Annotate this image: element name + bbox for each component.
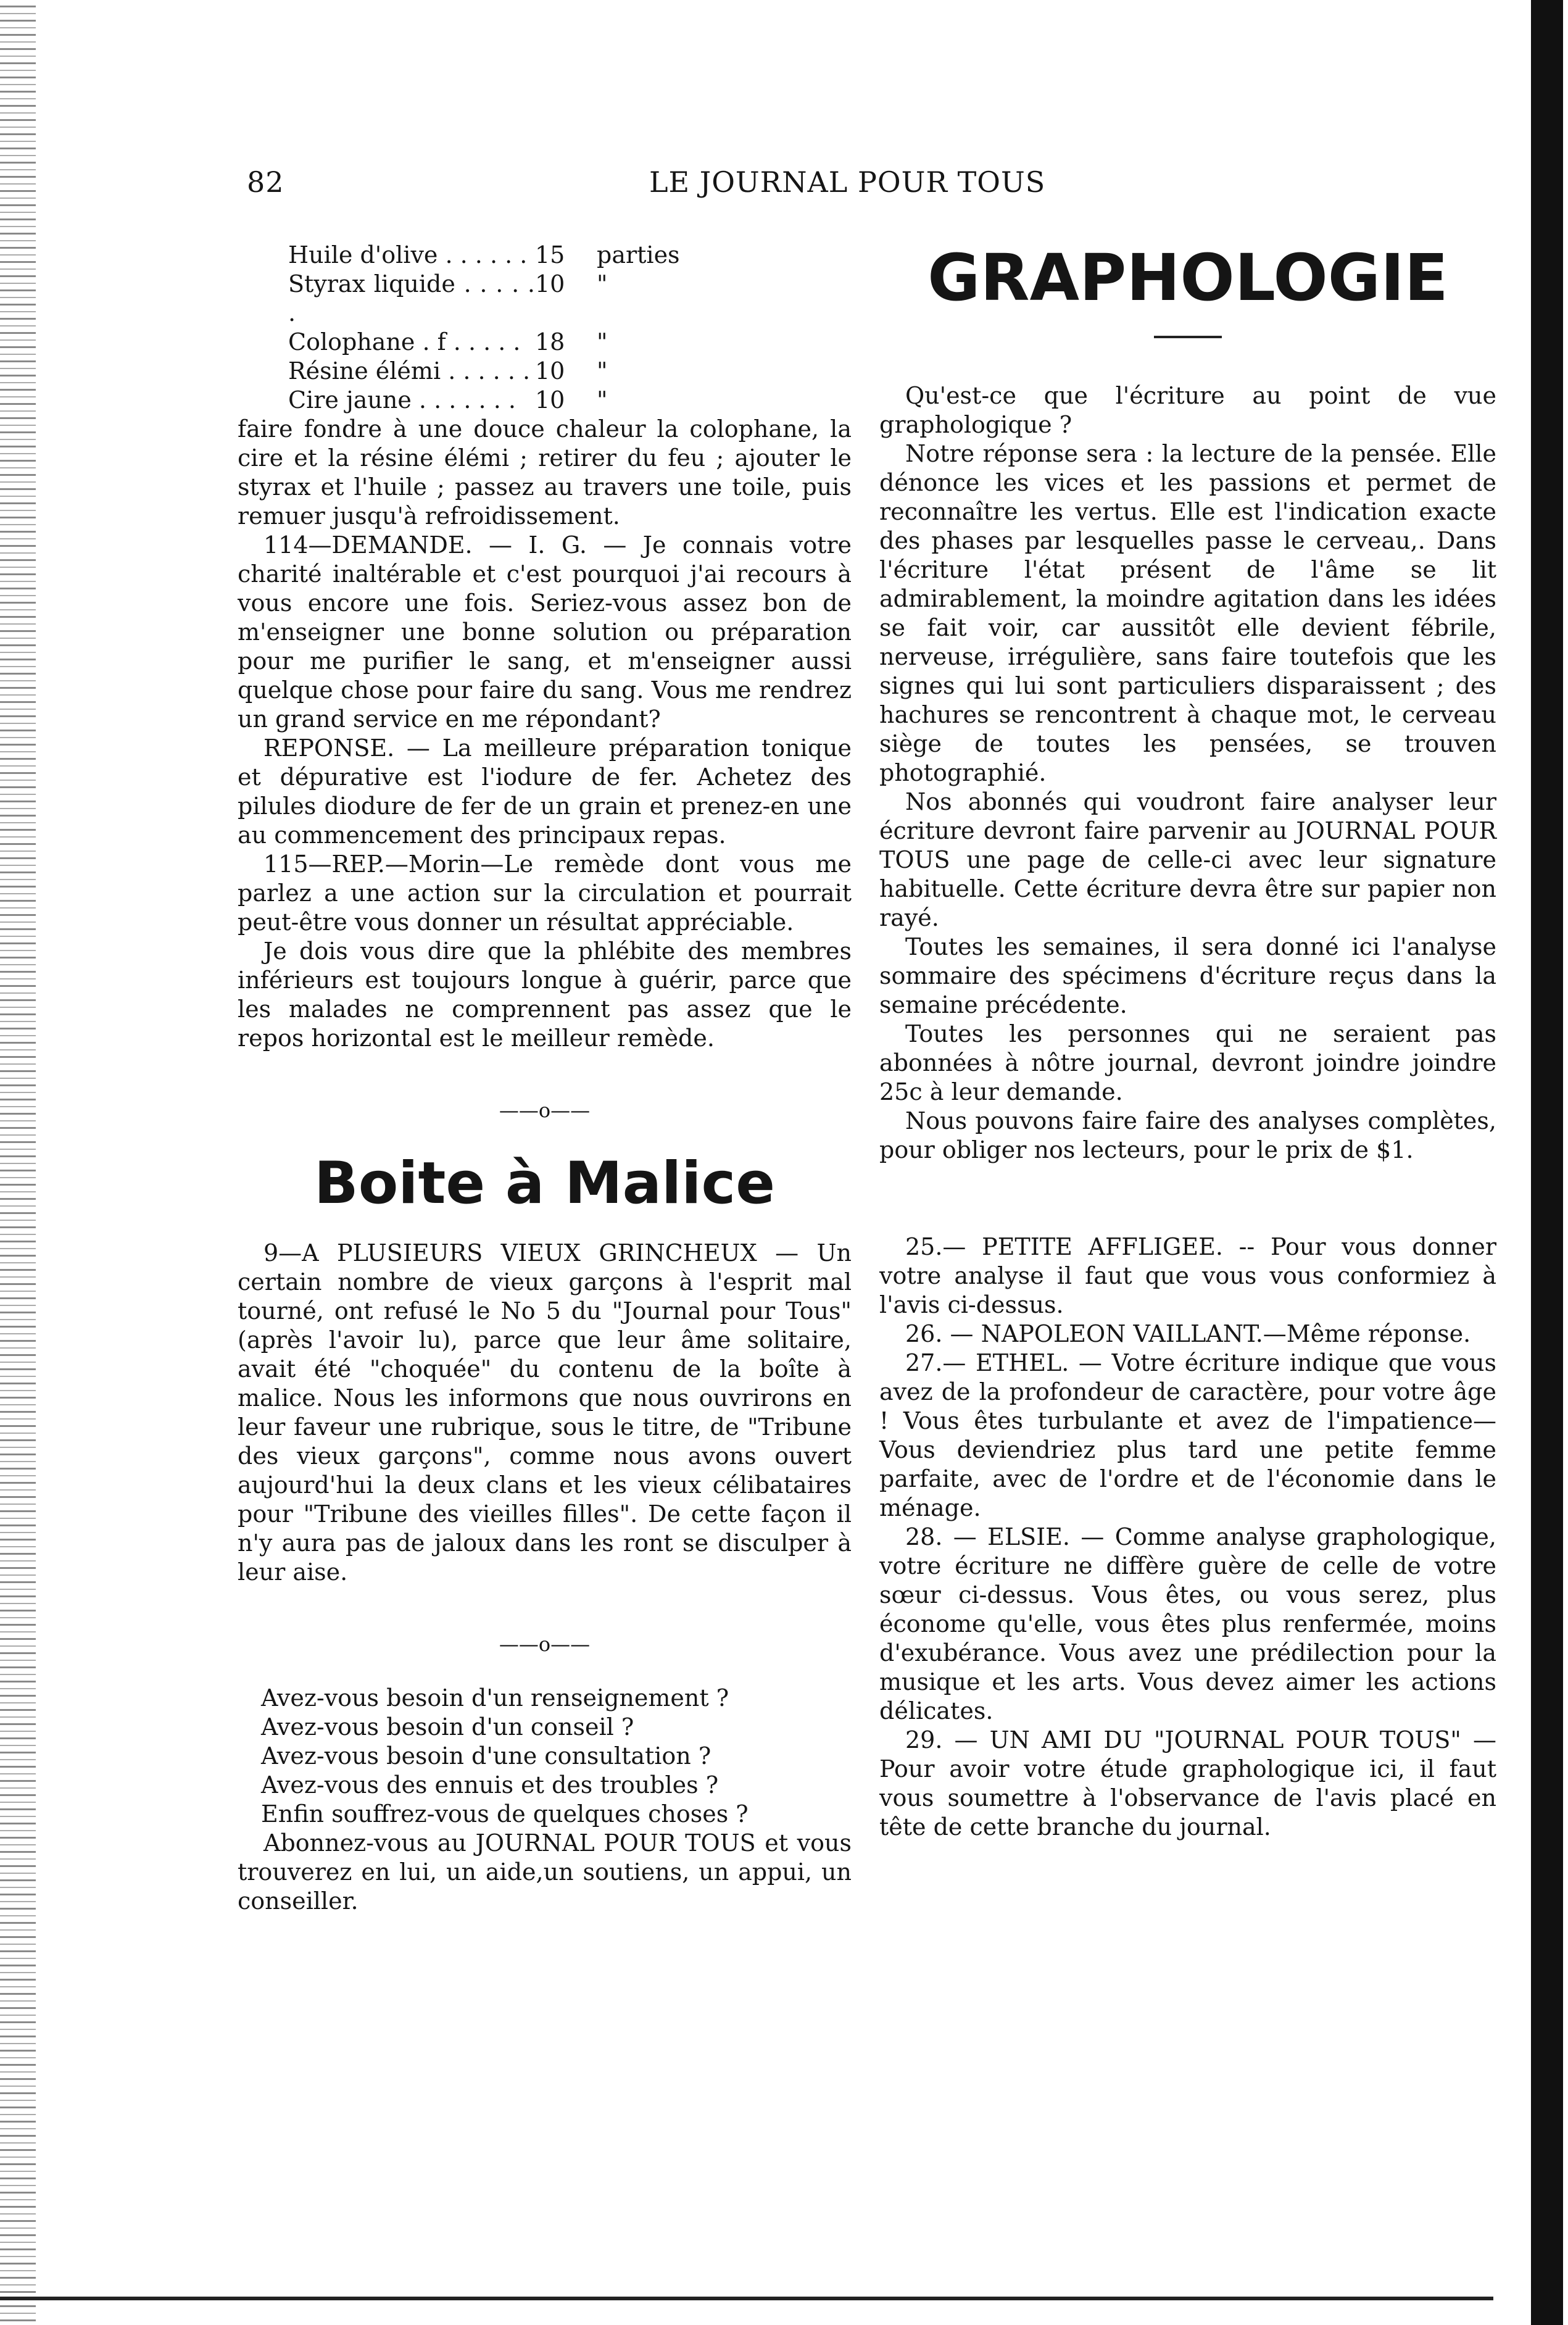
ingredient-qty: 10 (535, 386, 565, 414)
running-head (247, 165, 1123, 209)
ingredient-name: Huile d'olive . . . . . . (288, 241, 528, 268)
ingredient-qty: 18 (535, 328, 565, 356)
ingredient-name: Colophane . f . . . . . (288, 328, 521, 356)
ingredient-qty: 10 (535, 270, 565, 297)
semaines-paragraph: Toutes les semaines, il sera donné ici l'analyse sommaire des spécimens d'écriture reçus dans la semaine précédente. (879, 933, 1496, 1018)
recipe-row (288, 386, 852, 415)
answer-26: 26. — NAPOLEON VAILLANT.—Même réponse. (905, 1320, 1471, 1347)
answer-29: 29. — UN AMI DU "JOURNAL POUR TOUS" — Pour avoir votre étude graphologique ici, il faut vous soumettre à l'observance de l'avis placé en tête de cette branche du journal. (879, 1726, 1496, 1840)
ingredient-unit: " (597, 270, 608, 297)
advert-closing: Abonnez-vous au JOURNAL POUR TOUS et vous trouverez en lui, un aide,un soutiens, un appui, un conseiller. (238, 1829, 852, 1915)
left-column (238, 241, 852, 1916)
ingredient-name: Cire jaune . . . . . . . (288, 386, 516, 414)
reponse-114: REPONSE. — La meilleure préparation tonique et dépurative est l'iodure de fer. Achetez des pilules diodure de fer de un grain et prenez-en une au commencement des principaux repas. (238, 734, 852, 849)
intro-question: Qu'est-ce que l'écriture au point de vue graphologique ? (879, 382, 1496, 438)
demande-114: 114—DEMANDE. — I. G. — Je connais votre charité inaltérable et c'est pourquoi j'ai recours à vous encore une fois. Seriez-vous assez bon de m'enseigner une bonne solution ou préparation pour me purifier le sang, et m'enseigner aussi quelque chose pour faire du sang. Vous me rendrez un grand service en me répondant? (238, 531, 852, 733)
answer-27: 27.— ETHEL. — Votre écriture indique que vous avez de la profondeur de caractère, pour votre âge ! Vous êtes turbulante et avez de l'impatience—Vous deviendriez plus tard une petite femme parfaite, avec de l'ordre et de l'économie dans le ménage. (879, 1349, 1496, 1521)
completes-paragraph: Nous pouvons faire faire des analyses complètes, pour obliger nos lecteurs, pour le prix de $1. (879, 1107, 1496, 1163)
ingredient-unit: " (597, 386, 608, 414)
answer-28: 28. — ELSIE. — Comme analyse graphologique, votre écriture ne diffère guère de celle de votre sœur ci-dessus. Vous êtes, ou vous serez, plus économe qu'elle, vous êtes plus renfermée, moins d'exubérance. Vous avez une prédilection pour la musique et les arts. Vous devez aimer les actions délicates. (879, 1523, 1496, 1724)
advert-line: Avez-vous besoin d'un renseignement ? (261, 1684, 729, 1712)
recipe-row (288, 328, 852, 357)
rep-115: 115—REP.—Morin—Le remède dont vous me parlez a une action sur la circulation et pourrait peut-être vous donner un résultat appréciable. (238, 851, 852, 936)
scan-edge-bottom (0, 2297, 1493, 2300)
scan-edge-left (0, 0, 36, 2325)
right-column (879, 241, 1496, 1842)
non-abonnes-paragraph: Toutes les personnes qui ne seraient pas abonnées à nôtre journal, devront joindre joindre 25c à leur demande. (879, 1020, 1496, 1105)
ingredient-unit: " (597, 357, 608, 385)
journal-title: LE JOURNAL POUR TOUS (649, 165, 1046, 199)
page-number: 82 (247, 165, 284, 199)
advert-block (261, 1684, 852, 1829)
section-separator: ——o—— (499, 1099, 591, 1122)
answer-25: 25.— PETITE AFFLIGEE. -- Pour vous donner votre analyse il faut que vous vous conformiez à l'avis ci-dessus. (879, 1233, 1496, 1318)
ingredient-qty: 15 (535, 241, 565, 268)
advert-line: Avez-vous des ennuis et des troubles ? (261, 1771, 719, 1799)
recipe-row (288, 357, 852, 386)
recipe-instructions: faire fondre à une douce chaleur la colophane, la cire et la résine élémi ; retirer du feu ; ajouter le styrax et l'huile ; passez au travers une toile, puis remuer jusqu'à refroidissement. (238, 415, 852, 530)
title-rule (1154, 336, 1222, 338)
ingredient-name: Styrax liquide . . . . . . (288, 270, 535, 326)
recipe-row (288, 270, 852, 328)
ingredient-unit: " (597, 328, 608, 356)
ingredient-unit: parties (597, 241, 680, 268)
advert-line: Enfin souffrez-vous de quelques choses ? (261, 1800, 749, 1828)
advert-line: Avez-vous besoin d'une consultation ? (261, 1742, 711, 1770)
section-separator: ——o—— (499, 1632, 591, 1656)
boite-a-malice-title: Boite à Malice (314, 1150, 775, 1217)
spacer (879, 1165, 1496, 1233)
graphologie-title: GRAPHOLOGIE (927, 240, 1448, 315)
advert-line: Avez-vous besoin d'un conseil ? (261, 1713, 634, 1741)
recipe-row (288, 241, 852, 270)
intro-answer: Notre réponse sera : la lecture de la pensée. Elle dénonce les vices et les passions et permet de reconnaître les vertus. Elle est l'indication exacte des phases par lesquelles passe le cerveau,. Dans l'écriture l'état présent de l'âme se lit admirablement, la moindre agitation dans les idées se fait voir, car aussitôt elle devient fébrile, nerveuse, irrégulière, sans faire toutefois que les signes qui lui sont particuliers disparaissent ; des hachures se rencontrent à chaque mot, le cerveau siège de toutes les pensées, se trouven photographié. (879, 440, 1496, 786)
ingredient-qty: 10 (535, 357, 565, 385)
phlebite-paragraph: Je dois vous dire que la phlébite des membres inférieurs est toujours longue à guérir, parce que les malades ne comprennent pas assez que le repos horizontal est le meilleur remède. (238, 938, 852, 1052)
scan-edge-right (1531, 0, 1563, 2325)
abonnes-paragraph: Nos abonnés qui voudront faire analyser leur écriture devront faire parvenir au JOURNAL POUR TOUS une page de celle-ci avec leur signature habituelle. Cette écriture devra être sur papier non rayé. (879, 788, 1496, 931)
ingredient-name: Résine élémi . . . . . . (288, 357, 531, 385)
boite-a-malice-text: 9—A PLUSIEURS VIEUX GRINCHEUX — Un certain nombre de vieux garçons à l'esprit mal tourné, ont refusé le No 5 du "Journal pour Tous" (après l'avoir lu), parce que leur âme solitaire, avait été "choquée" du contenu de la boîte à malice. Nous les informons que nous ouvrirons en leur faveur une rubrique, sous le titre, de "Tribune des vieux garçons", comme nous avons ouvert aujourd'hui la deux clans et les vieux célibataires pour "Tribune des vieilles filles". De cette façon il n'y aura pas de jaloux dans les ront se disculper à leur aise. (238, 1239, 852, 1586)
recipe-list (288, 241, 852, 415)
